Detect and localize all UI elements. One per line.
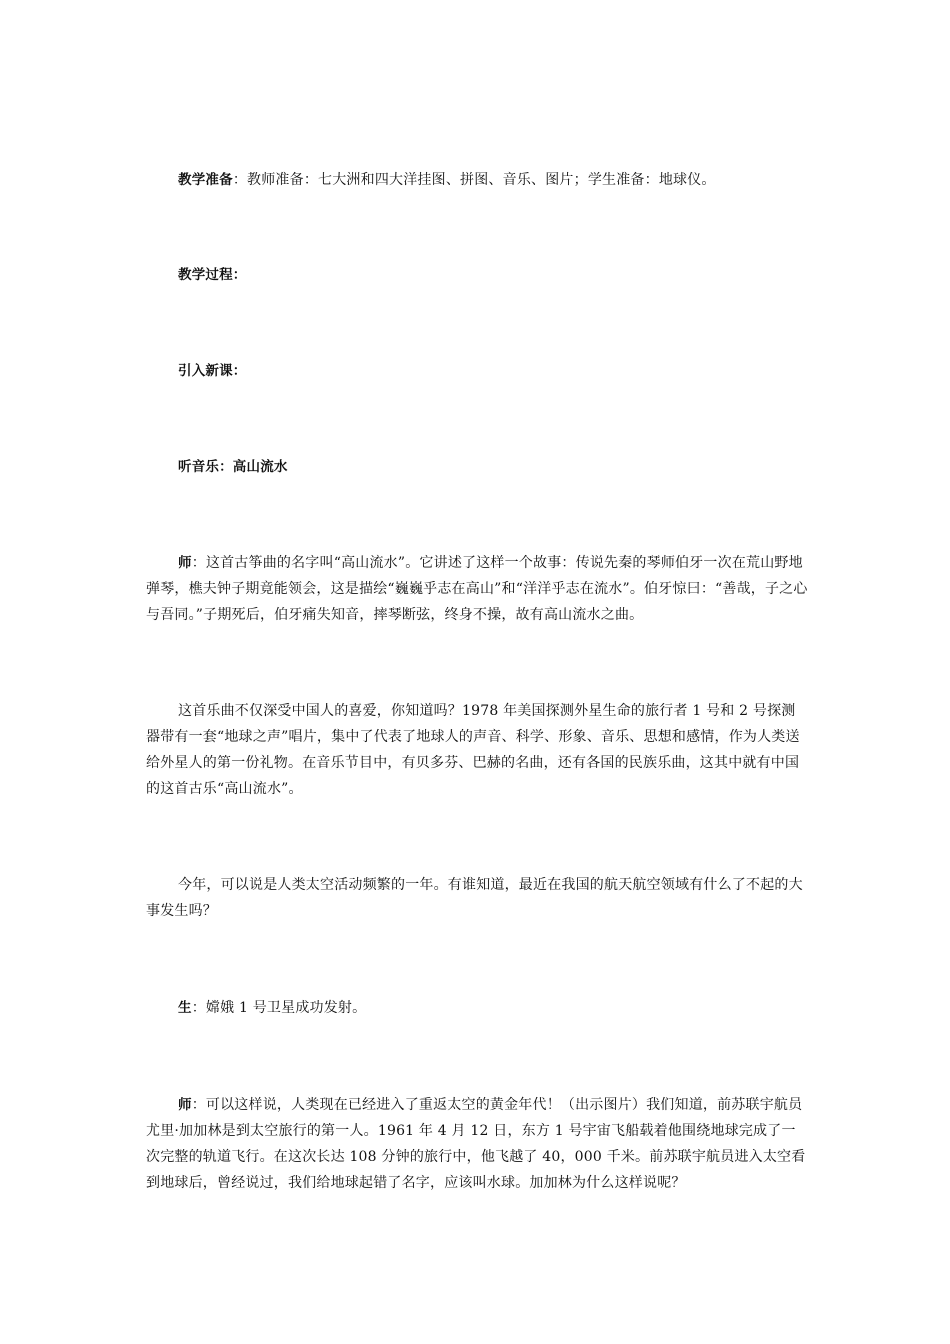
teacher-label-1: 师 <box>178 555 192 571</box>
teaching-preparation-label: 教学准备 <box>178 172 233 188</box>
student-label: 生 <box>178 1000 192 1016</box>
student-colon: ： <box>191 1000 206 1016</box>
voyager-paragraph <box>146 698 808 802</box>
teaching-preparation <box>146 167 808 193</box>
teaching-process-label: 教学过程： <box>178 267 247 283</box>
music-label: 听音乐：高山流水 <box>178 459 288 475</box>
teacher-colon-1: ： <box>191 555 206 571</box>
student-answer-paragraph <box>146 995 808 1021</box>
music-heading <box>146 454 808 480</box>
teacher-paragraph-2 <box>146 1092 808 1196</box>
teacher-text-1: 这首古筝曲的名字叫“高山流水”。它讲述了这样一个故事：传说先秦的琴师伯牙一次在荒山野地弹琴，樵夫钟子期竟能领会，这是描绘“巍巍乎志在高山”和“洋洋乎志在流水”。伯牙惊曰：“善哉，子之心与吾同。”子期死后，伯牙痛失知音，摔琴断弦，终身不操，故有高山流水之曲。 <box>146 555 808 623</box>
student-answer-text: 嫦娥 1 号卫星成功发射。 <box>205 1000 367 1016</box>
teaching-preparation-text: 教师准备：七大洲和四大洋挂图、拼图、音乐、图片；学生准备：地球仪。 <box>247 172 716 188</box>
teaching-preparation-colon: ： <box>232 172 248 188</box>
space-question-paragraph <box>146 872 808 924</box>
voyager-text: 这首乐曲不仅深受中国人的喜爱，你知道吗？1978 年美国探测外星生命的旅行者 1 号和 2 号探测器带有一套“地球之声”唱片，集中了代表了地球人的声音、科学、形象、音乐、思想和感情，作为人类送给外星人的第一份礼物。在音乐节目中，有贝多芬、巴赫的名曲，还有各国的民族乐曲，这其中就有中国的这首古乐“高山流水”。 <box>146 703 800 797</box>
teaching-process-heading <box>146 262 808 288</box>
teacher-paragraph-1 <box>146 550 808 628</box>
introduction-heading <box>146 358 808 384</box>
introduction-label: 引入新课： <box>178 363 247 379</box>
teacher-text-2: 可以这样说，人类现在已经进入了重返太空的黄金年代！（出示图片）我们知道，前苏联宇航员尤里·加加林是到太空旅行的第一人。1961 年 4 月 12 日，东方 1 号宇宙飞船载着他围绕地球完成了一次完整的轨道飞行。在这次长达 108 分钟的旅行中，他飞越了 40，000 千米。前苏联宇航员进入太空看到地球后，曾经说过，我们给地球起错了名字，应该叫水球。加加林为什么这样说呢？ <box>146 1097 806 1191</box>
teacher-label-2: 师 <box>178 1097 192 1113</box>
space-question-text: 今年，可以说是人类太空活动频繁的一年。有谁知道，最近在我国的航天航空领域有什么了不起的大事发生吗？ <box>146 877 803 919</box>
teacher-colon-2: ： <box>191 1097 206 1113</box>
